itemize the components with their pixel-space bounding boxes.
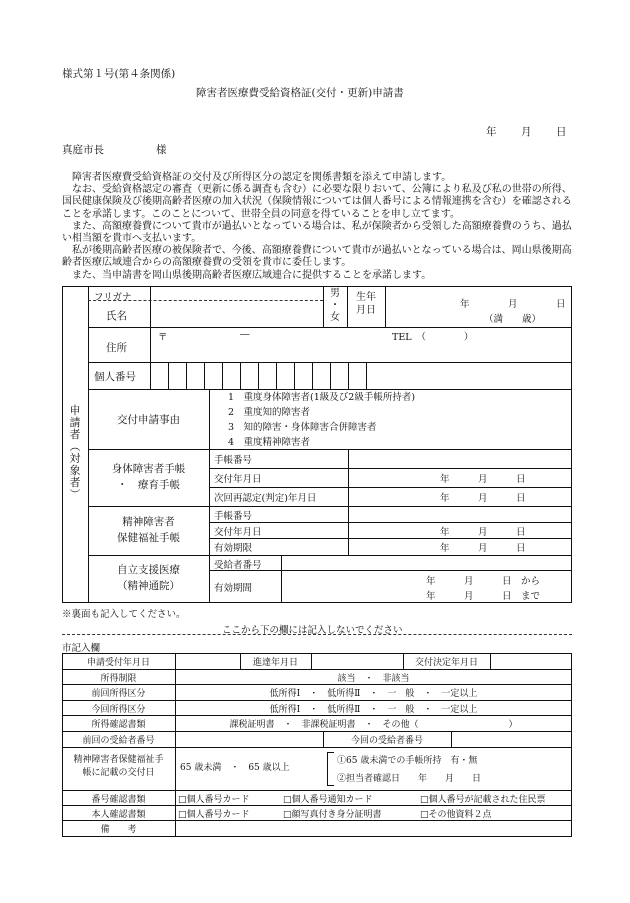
age-open: （満 (484, 314, 504, 325)
number-doc-mynumber-card[interactable]: □個人番号カード (178, 795, 250, 805)
mental-handbook-label (88, 514, 209, 546)
bracket (327, 752, 334, 786)
address-label: 住所 (106, 342, 127, 354)
number-doc-notification-card[interactable]: □個人番号通知カード (283, 795, 373, 805)
tel-label: TEL （ ） (392, 332, 474, 343)
date-day: 日 (556, 126, 567, 138)
physical-number-label: 手帳番号 (214, 455, 253, 466)
income-document-value[interactable]: 課税証明書 ・ 非課税証明書 ・ その他（ ） (229, 720, 518, 730)
mental-expiry-field[interactable]: 年 月 日 (440, 543, 526, 554)
consent-paragraph-1: 障害者医療費受給資格証の交付及び所得区分の認定を関係書類を添えて申請します。 (72, 172, 452, 183)
independence-label-line1: 自立支援医療 (117, 564, 180, 576)
reason-item[interactable]: 4 重度精神障害者 (228, 437, 311, 448)
income-limit-value[interactable]: 該当 ・ 非該当 (337, 674, 410, 684)
reason-item[interactable]: 2 重度知的障害者 (228, 407, 311, 418)
mental-issue-date-label: 交付年月日 (214, 527, 262, 538)
current-recipient-number-label: 今回の受給者番号 (350, 736, 423, 746)
addressee-suffix: 様 (156, 144, 167, 156)
physical-label-line1: 身体障害者手帳 (111, 463, 186, 475)
side-char: 申 (69, 404, 81, 417)
date-year: 年 (486, 126, 497, 138)
consent-paragraph-3: また、高額療養費について貴市が過払いとなっている場合は、私が保険者から受領した高額療養費のうち、過払い相当額を貴市へ支払います。 (62, 220, 572, 245)
identity-document-label: 本人確認書類 (91, 810, 146, 820)
side-char: ︶ (69, 488, 81, 501)
furigana-label: フリガナ (94, 292, 132, 303)
side-char: 対 (69, 452, 81, 465)
identity-doc-other[interactable]: □その他資料２点 (420, 810, 492, 820)
previous-income-class-value[interactable]: 低所得Ⅰ ・ 低所得Ⅱ ・ 一 般 ・ 一定以上 (269, 689, 478, 699)
current-income-class-label: 今回所得区分 (91, 705, 146, 715)
birth-label-line2: 月日 (356, 305, 376, 316)
age-category-selector[interactable]: 65 歳未満 ・ 65 歳以上 (180, 763, 290, 773)
addressee: 真庭市長 (62, 144, 104, 156)
birth-month: 月 (508, 299, 518, 310)
consent-text (62, 172, 574, 282)
office-use-notice: ここから下の欄には記入しないでください (222, 625, 403, 636)
form-title: 障害者医療費受給資格証(交付・更新)申請書 (196, 87, 404, 99)
identity-doc-photo-id[interactable]: □顔写真付き身分証明書 (283, 810, 382, 820)
side-char: 象 (69, 464, 81, 477)
date-month: 月 (521, 126, 532, 138)
forwarding-date-label: 進達年月日 (252, 658, 298, 668)
mental-label-line1: 精神障害者 (122, 516, 175, 528)
number-doc-resident-record[interactable]: □個人番号が記載された住民票 (420, 795, 546, 805)
consent-paragraph-4: 私が後期高齢者医療の被保険者で、今後、高額療養費について貴市が過払いとなっている場合は、岡山県後期高齢者医療広域連合からの高額療養費の受領を貴市に委任します。 (62, 245, 572, 269)
current-income-class-value[interactable]: 低所得Ⅰ ・ 低所得Ⅱ ・ 一 般 ・ 一定以上 (269, 705, 478, 715)
personal-number-label: 個人番号 (94, 371, 136, 383)
physical-issue-date-field[interactable]: 年 月 日 (440, 474, 526, 485)
side-char: 者 (69, 428, 81, 441)
postal-dash: ― (240, 329, 250, 340)
physical-handbook-label (88, 461, 209, 493)
income-document-label: 所得確認書類 (91, 720, 146, 730)
birth-day: 日 (556, 299, 566, 310)
validity-period-label: 有効期間 (214, 583, 253, 594)
name-field[interactable] (151, 301, 322, 326)
mental-number-label: 手帳番号 (214, 511, 253, 522)
number-document-label: 番号確認書類 (91, 795, 146, 805)
consent-paragraph-2: なお、受給資格認定の審査（更新に係る調査も含む）に必要な限りおいて、公簿により私及び私の世帯の所得、国民健康保険及び後期高齢者医療の加入状況（保険情報については個人番号による情報連携を含む）を確認されることを承諾します。このことについて、世帯全員の同意を得ていることを申し立てます。 (62, 184, 572, 220)
previous-income-class-label: 前回所得区分 (91, 689, 146, 699)
birth-year: 年 (460, 299, 470, 310)
physical-recert-date-label: 次回再認定(判定)年月日 (214, 493, 317, 504)
postal-mark: 〒 (158, 332, 168, 343)
form-number: 様式第１号(第４条関係) (62, 68, 176, 80)
remarks-label: 備 考 (100, 825, 137, 835)
sex-male[interactable]: 男 (330, 288, 340, 299)
office-r7-line2: 帳に記載の交付日 (82, 768, 155, 778)
staff-confirm-date-note[interactable]: ②担当者確認日 年 月 日 (337, 774, 482, 784)
physical-recert-date-field[interactable]: 年 月 日 (440, 493, 526, 504)
validity-from-field[interactable]: 年 月 日 から (426, 576, 541, 587)
physical-issue-date-label: 交付年月日 (214, 474, 262, 485)
sex-female[interactable]: 女 (330, 312, 340, 323)
personal-number-field[interactable] (150, 362, 420, 389)
mental-expiry-label: 有効期限 (214, 543, 253, 554)
back-side-note: ※裏面も記入してください。 (62, 609, 186, 620)
applicant-side-label (62, 405, 88, 501)
previous-recipient-number-label: 前回の受給者番号 (82, 736, 155, 746)
name-label: 氏名 (106, 310, 127, 322)
reason-list[interactable] (228, 390, 415, 450)
sex-selector[interactable] (323, 288, 347, 324)
side-char: 者 (69, 476, 81, 489)
reason-label: 交付申請事由 (117, 414, 180, 426)
birthdate-label (347, 291, 385, 317)
side-char: 請 (69, 416, 81, 429)
independence-label-line2: （精神通院） (117, 580, 180, 592)
mental-issue-date-field[interactable]: 年 月 日 (440, 527, 526, 538)
consent-paragraph-5: また、当申請書を岡山県後期高齢者医療広域連合に提供することを承諾します。 (72, 269, 432, 281)
address-field[interactable] (151, 343, 571, 361)
reason-item[interactable]: 1 重度身体障害者(1級及び2級手帳所持者) (228, 392, 416, 403)
independence-support-label (88, 562, 209, 594)
age-close: 歳） (522, 314, 542, 325)
office-section-title: 市記入欄 (62, 643, 101, 654)
office-r7-line1: 精神障害者保健福祉手 (73, 755, 164, 765)
identity-doc-mynumber-card[interactable]: □個人番号カード (178, 810, 250, 820)
remarks-field[interactable] (176, 821, 571, 836)
income-limit-label: 所得制限 (100, 674, 137, 684)
mental-issue-date-office-label (62, 754, 175, 780)
issue-decision-date-label: 交付決定年月日 (414, 658, 478, 668)
physical-label-line2: ・ 療育手帳 (117, 479, 180, 491)
application-date-label: 申請受付年月日 (86, 658, 150, 668)
birth-label-line1: 生年 (356, 292, 376, 303)
recipient-number-label: 受給者番号 (214, 560, 262, 571)
side-char: ︵ (69, 440, 81, 453)
reason-item[interactable]: 3 知的障害・身体障害合併障害者 (228, 422, 377, 433)
mental-label-line2: 保健福祉手帳 (117, 532, 180, 544)
under65-handbook-note[interactable]: ①65 歳未満での手帳所持 有・無 (337, 756, 478, 766)
validity-to-field[interactable]: 年 月 日 まで (426, 591, 541, 602)
sex-separator: ・ (330, 300, 340, 311)
